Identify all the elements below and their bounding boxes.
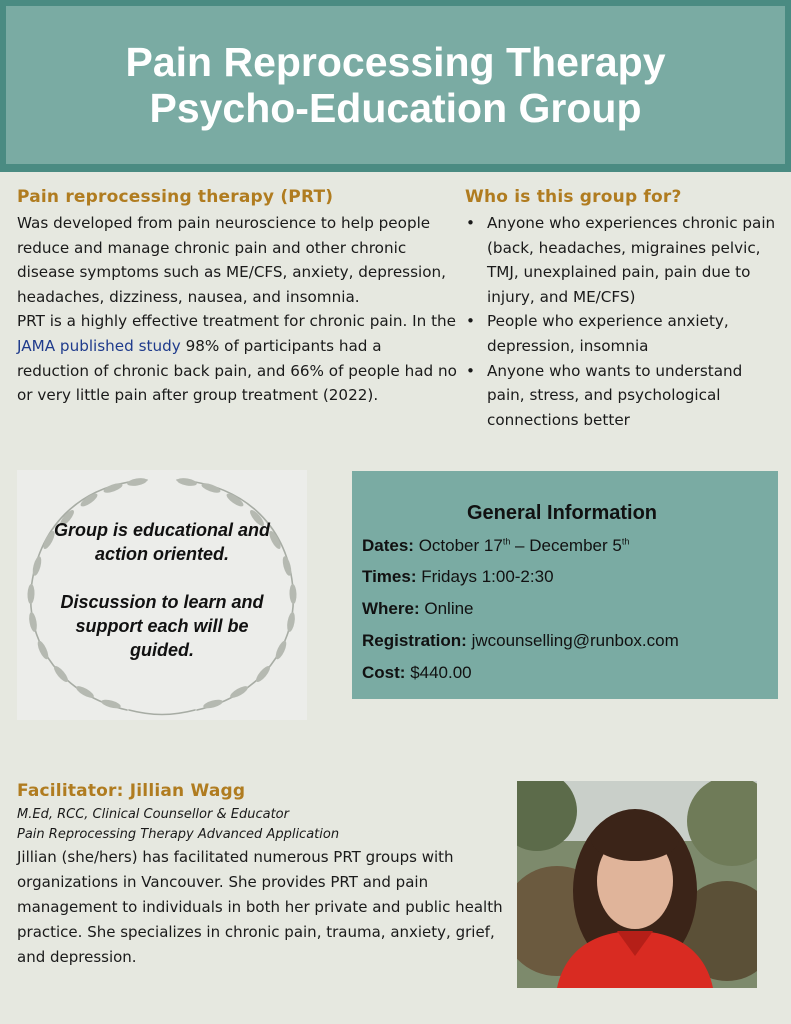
facilitator-credentials-1: M.Ed, RCC, Clinical Counsellor & Educator xyxy=(17,807,289,822)
prt-evidence-pre: PRT is a highly effective treatment for chronic pain. In the xyxy=(17,312,457,331)
audience-section xyxy=(465,187,780,432)
header-title-box xyxy=(6,6,785,164)
list-item xyxy=(465,309,780,358)
prt-evidence xyxy=(17,309,457,407)
jama-study-link[interactable]: JAMA published study xyxy=(17,336,181,355)
facilitator-bio: Jillian (she/hers) has facilitated numerous PRT groups with organizations in Vancouver. She provides PRT and pain management to individuals in both her private and public health practice. She specializes in chronic pain, trauma, anxiety, grief, and depression. xyxy=(17,848,503,966)
info-dates xyxy=(362,536,629,556)
prt-evidence-post: 98% of participants had a reduction of chronic back pain, and 66% of people had no or very little pain after group treatment (2022). xyxy=(17,336,457,405)
list-item-text: Anyone who wants to understand pain, stress, and psychological connections better xyxy=(487,361,743,429)
audience-section-title: Who is this group for? xyxy=(465,187,682,207)
list-item-text: People who experience anxiety, depression, insomnia xyxy=(487,312,729,355)
facilitator-credentials-2: Pain Reprocessing Therapy Advanced Application xyxy=(17,827,340,842)
facilitator-title: Facilitator: Jillian Wagg xyxy=(17,781,246,801)
list-item xyxy=(465,211,780,309)
times-value: Fridays 1:00-2:30 xyxy=(421,567,554,586)
prt-section xyxy=(17,187,457,408)
cost-value: $440.00 xyxy=(410,663,472,682)
wreath-text-2: Discussion to learn and support each will be guided. xyxy=(60,592,264,660)
bullet-icon: • xyxy=(466,312,475,331)
dates-label: Dates: xyxy=(362,536,414,555)
bullet-icon: • xyxy=(466,361,475,380)
wreath-text-1: Group is educational and action oriented. xyxy=(53,520,271,564)
info-times xyxy=(362,567,554,587)
general-info-title: General Information xyxy=(466,502,658,524)
wreath-callout xyxy=(17,470,307,720)
list-item xyxy=(465,359,780,433)
info-cost xyxy=(362,663,472,683)
bullet-icon: • xyxy=(466,214,475,232)
prt-description: Was developed from pain neuroscience to help people reduce and manage chronic pain and other chronic disease symptoms such as ME/CFS, anxiety, depression, headaches, dizziness, nausea, and insomnia. xyxy=(17,214,446,306)
cost-label: Cost: xyxy=(362,663,406,682)
registration-label: Registration: xyxy=(362,631,467,650)
dates-sup-1: th xyxy=(502,536,511,547)
info-registration xyxy=(362,631,679,651)
registration-email[interactable]: jwcounselling@runbox.com xyxy=(471,631,679,650)
dates-sup-2: th xyxy=(621,536,630,547)
info-where xyxy=(362,599,474,619)
header-title-line2: Psycho-Education Group xyxy=(149,85,642,131)
audience-list xyxy=(465,211,780,432)
times-label: Times: xyxy=(362,567,417,586)
dates-end: – December 5 xyxy=(510,536,622,555)
portrait-image xyxy=(517,781,757,988)
list-item-text: Anyone who experiences chronic pain (back, headaches, migraines pelvic, TMJ, unexplained pain, pain due to injury, and ME/CFS) xyxy=(487,214,776,306)
prt-section-title: Pain reprocessing therapy (PRT) xyxy=(17,187,334,207)
facilitator-section xyxy=(17,781,507,970)
where-label: Where: xyxy=(362,599,420,618)
facilitator-photo xyxy=(517,781,757,988)
general-info-box xyxy=(352,471,778,699)
wreath-text xyxy=(47,518,277,662)
dates-start: October 17 xyxy=(418,536,503,555)
header-title-line1: Pain Reprocessing Therapy xyxy=(125,39,666,85)
header-banner xyxy=(0,0,791,172)
where-value: Online xyxy=(424,599,474,618)
